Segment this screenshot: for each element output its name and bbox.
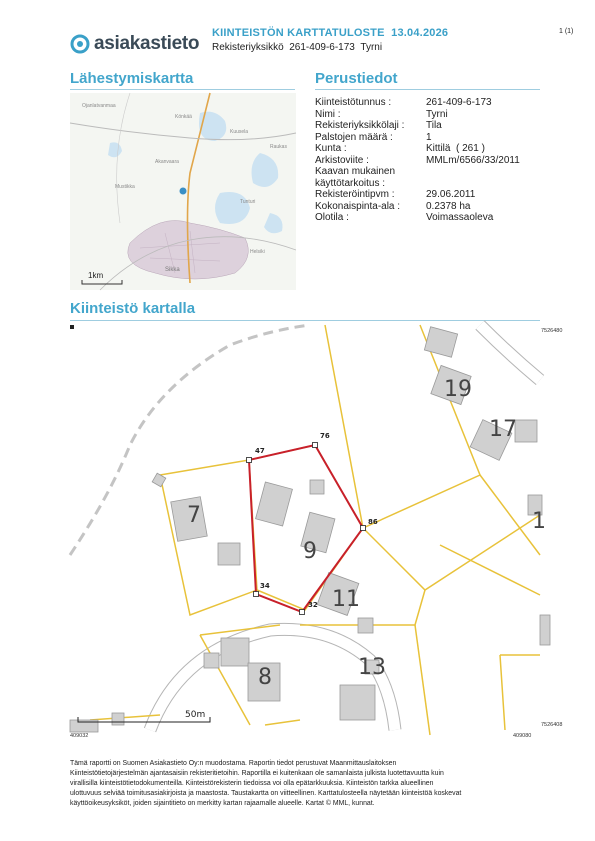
boundary-point-label: 47: [255, 447, 265, 455]
register-unit: Rekisteriyksikkö 261-409-6-173 Tyrni: [212, 42, 383, 53]
overview-map-title: Lähestymiskartta: [70, 70, 194, 87]
parcel-number: 8: [258, 665, 272, 690]
info-row: Arkistoviite : MMLm/6566/33/2011: [315, 154, 520, 166]
disclaimer-line: virallisilla kiinteistötietodokumenteilla. Kiinteistörekisterin tiedoissa voi olla epätarkkuuksia. Kiinteistön tarkka alueellinen: [70, 780, 434, 787]
coord-bottom-left: 409032: [70, 733, 89, 739]
overview-map[interactable]: [70, 93, 296, 290]
parcel-number: 7: [187, 503, 201, 528]
document-title: KIINTEISTÖN KARTTATULOSTE 13.04.2026: [212, 27, 449, 39]
brand-logo: [70, 30, 199, 58]
parcel-number: 11: [332, 587, 360, 612]
place-label: Sikka: [165, 267, 180, 273]
property-map[interactable]: [70, 325, 546, 730]
divider: [70, 320, 540, 321]
info-row: Nimi : Tyrni: [315, 108, 448, 120]
property-map-graphic: [70, 325, 546, 730]
place-label: Helsiki: [250, 249, 265, 255]
map-corner-marker: [70, 325, 74, 329]
parcel-number: 9: [303, 539, 317, 564]
asiakastieto-logo-icon: [70, 34, 90, 54]
info-row: Palstojen määrä : 1: [315, 131, 432, 143]
scale-label: 50m: [185, 710, 206, 720]
boundary-point-label: 34: [260, 582, 270, 590]
parcel-number: 13: [358, 655, 386, 680]
scale-label: 1km: [88, 271, 104, 280]
property-map-title: Kiinteistö kartalla: [70, 300, 196, 317]
disclaimer-line: ulottuvuus selviää toimitusasiakirjoista ja maastosta. Taustakartta on viitteellinen. Karttatulosteella näytetään kiinteistöä koskevat: [70, 790, 462, 797]
coord-bottom-mid: 409080: [513, 733, 532, 739]
info-row: Kaavan mukainen: [315, 166, 396, 177]
info-row: Kunta : Kittilä ( 261 ): [315, 143, 485, 154]
disclaimer-line: Tämä raportti on Suomen Asiakastieto Oy:n muodostama. Raportin tiedot perustuvat Maanmittauslaitoksen: [70, 760, 397, 767]
basic-info-table: [315, 97, 520, 224]
info-row: Rekisteröintipvm : 29.06.2011: [315, 189, 476, 200]
parcel-number: 17: [489, 417, 517, 442]
place-label: Akanvaara: [155, 159, 179, 165]
disclaimer-line: Kiinteistötietojärjestelmän ajantasaisiin rekisteritietoihin. Raportilla ei kuitenkaan ole samanlaista julkista luotettavuutta kuin: [70, 770, 444, 777]
place-label: Tunturi: [240, 199, 256, 205]
page-number: 1 (1): [559, 28, 574, 35]
brand-name: asiakastieto: [94, 33, 200, 54]
place-label: Raukas: [270, 144, 287, 150]
place-label: Könkää: [175, 114, 192, 120]
place-label: Ojanlatvanmaa: [82, 103, 116, 109]
info-row: Rekisteriyksikkölaji : Tila: [315, 120, 442, 131]
info-row: käyttötarkoitus :: [315, 177, 386, 189]
place-label: Mustikka: [115, 184, 135, 190]
boundary-point-label: 86: [368, 518, 378, 526]
location-marker-icon: [180, 188, 187, 195]
coord-bottom-right: 7526408: [541, 722, 563, 728]
parcel-number: 1: [532, 509, 546, 534]
coord-top-right: 7526480: [541, 328, 563, 334]
divider: [315, 89, 540, 90]
disclaimer: [70, 759, 540, 809]
overview-map-graphic: [70, 93, 296, 290]
basic-info-title: Perustiedot: [315, 70, 398, 87]
info-row: Kokonaispinta-ala : 0.2378 ha: [315, 200, 471, 212]
place-label: Kuusela: [230, 129, 249, 135]
disclaimer-line: käyttöoikeusyksiköt, joiden sijaintitieto on merkitty kartan rajaamalle alueelle. Kartat © MML, kunnat.: [70, 800, 375, 807]
info-row: Olotila : Voimassaoleva: [315, 212, 494, 223]
boundary-point-label: 76: [320, 432, 330, 440]
parcel-number: 19: [444, 377, 472, 402]
info-row: Kiinteistötunnus : 261-409-6-173: [315, 97, 492, 108]
boundary-point-label: 32: [308, 601, 318, 609]
divider: [70, 89, 295, 90]
